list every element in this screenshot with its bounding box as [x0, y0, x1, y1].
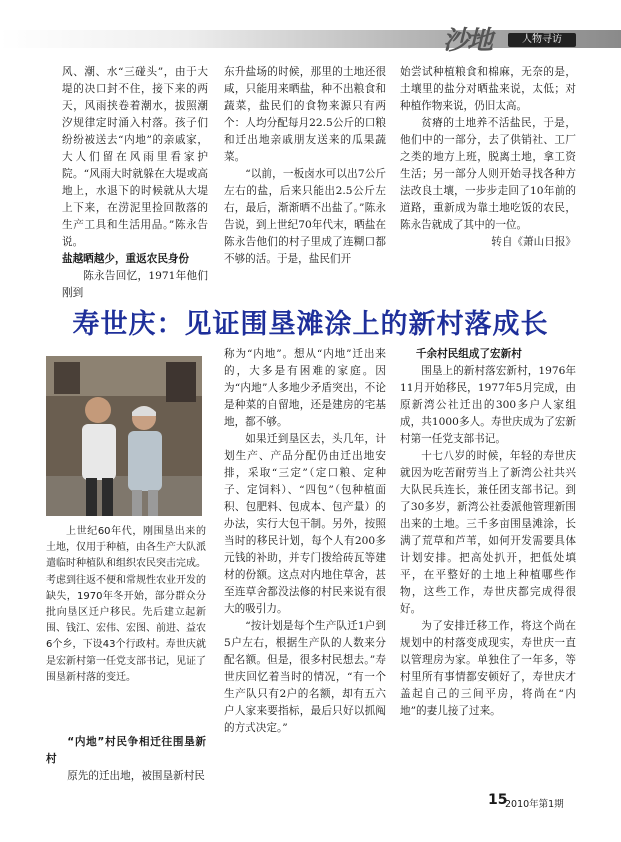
photo-caption-text: 上世纪60年代，刚围垦出来的土地，仅用于种植，由各生产大队派遣临时种植队和组织农民突击完成。考虑到往返不便和常规性农业开发的缺失，1970年冬开始，部分群众分批向垦区迁户移民。先后建立起新围、钱江、宏伟、宏图、前进、益农6个乡，下设43个行政村。寿世庆就是宏新村第一任党支部书记，见证了围垦新村落的变迁。 [46, 526, 206, 683]
bottom-article-column-2 [224, 346, 386, 737]
article-headline: 寿世庆：见证围垦滩涂上的新村落成长 [72, 309, 549, 340]
issue-label: 2010年第1期 [505, 799, 564, 810]
elderly-couple-photo [46, 356, 202, 516]
bottom-article-paragraph: 围垦上的新村落宏新村，1976年11月开始移民，1977年5月完成，由原新湾公社迁出的300多户人家组成，共1000多人。寿世庆成为了宏新村第一任党支部书记。 [400, 365, 576, 445]
bottom-article-paragraph: 原先的迁出地，被围垦新村民 [67, 770, 205, 782]
top-article-paragraph: 贫瘠的土地养不活盐民，于是，他们中的一部分，去了供销社、工厂之类的地方上班，脱离土地，拿工资生活；另一部分人则开始寻找各种方法改良土壤，一步步走回了10年前的道路，重新成为靠土地吃饭的农民，陈永告就成了其中的一位。 [400, 117, 576, 231]
section-tag: 人物寻访 [508, 33, 576, 47]
article-source: 转自《萧山日报》 [491, 236, 576, 248]
page-number: 15 [488, 792, 508, 808]
top-article-column-1 [62, 64, 208, 302]
bottom-article-column-3 [400, 346, 576, 720]
photo-caption [46, 524, 206, 686]
bottom-article-paragraph: 为了安排迁移工作，将这个尚在规划中的村落变成现实，寿世庆一直以管理房为家。单独住了一年多，等村里所有事情都安顿好了，寿世庆才盖起自己的三间平房，将尚在“内地”的妻儿接了过来。 [400, 620, 576, 717]
bottom-article-paragraph: 如果迁到垦区去，头几年，计划生产、产品分配仍由迁出地安排，采取“三定”（定口粮、定种子、定饲料）、“四包”（包种植面积、包肥料、包成本、包产量）的办法，实行大包干制。另外，按照当时的移民计划，每个人有200多元钱的补助，并专门拨给砖瓦等建材的份额。这点对内地住草舍，甚至连草舍都没法修的村民来说有很大的吸引力。 [224, 433, 386, 615]
bottom-article-subheading: “内地”村民争相迁往围垦新村 [46, 736, 206, 765]
top-article-paragraph: 陈永告回忆，1971年他们刚到 [62, 270, 208, 299]
top-article-column-3 [400, 64, 576, 251]
top-article-paragraph: “以前，一板卤水可以出7公斤左右的盐，后来只能出2.5公斤左右，最后，渐渐晒不出盐了。”陈永告说，到上世纪70年代末，晒盐在陈永告他们的村子里成了连糊口都不够的活。于是，盐民们开 [224, 168, 386, 265]
bottom-article-column-1 [46, 734, 206, 785]
bottom-article-paragraph: 称为“内地”。想从“内地”迁出来的，大多是有困难的家庭。因为“内地”人多地少矛盾突出，不论是种菜的自留地，还是建房的宅基地，都不够。 [224, 348, 386, 428]
magazine-logo: 沙地 [443, 26, 492, 56]
bottom-article-paragraph: 十七八岁的时候，年轻的寿世庆就因为吃苦耐劳当上了新湾公社共兴大队民兵连长，兼任团支部书记。到了30多岁，新湾公社委派他管理新围出来的土地。三千多亩围垦滩涂，长满了荒草和芦苇，如何开发需要具体计划安排。把高处扒开，把低处填平，在平整好的土地上种植哪些作物，这些工作，寿世庆都完成得很好。 [400, 450, 576, 615]
bottom-article-paragraph: “按计划是每个生产队迁1户到5户左右，根据生产队的人数来分配名额。但是，很多村民想去。”寿世庆回忆着当时的情况，“有一个生产队只有2户的名额，却有五六户人家来要指标，最后只好以抓阄的方式决定。” [224, 620, 386, 734]
bottom-article-subheading: 千余村民组成了宏新村 [415, 348, 522, 360]
top-article-paragraph: 东升盐场的时候，那里的土地还很咸，只能用来晒盐，种不出粮食和蔬菜，盐民们的食物来源只有两个：人均分配每月22.5公斤的口粮和迁出地亲戚朋友送来的瓜果蔬菜。 [224, 66, 386, 163]
top-article-column-2 [224, 64, 386, 268]
top-article-paragraph: 风、潮、水“三碰头”，由于大堤的决口封不住，接下来的两天，风雨挟卷着潮水，拔照潮汐规律定时涌入村落。孩子们纷纷被送去“内地”的亲戚家，大人们留在风雨里看家护院。“风雨大时就躲在大堤或高地上，水退下的时候就从大堤上下来，在涝泥里捡回散落的生产工具和生活用品。”陈永告说。 [62, 66, 208, 248]
top-article-subheading: 盐越晒越少，重返农民身份 [62, 253, 190, 265]
top-article-paragraph: 始尝试种植粮食和棉麻，无奈的是，土壤里的盐分对晒盐来说，太低；对种植作物来说，仍旧太高。 [400, 66, 576, 112]
